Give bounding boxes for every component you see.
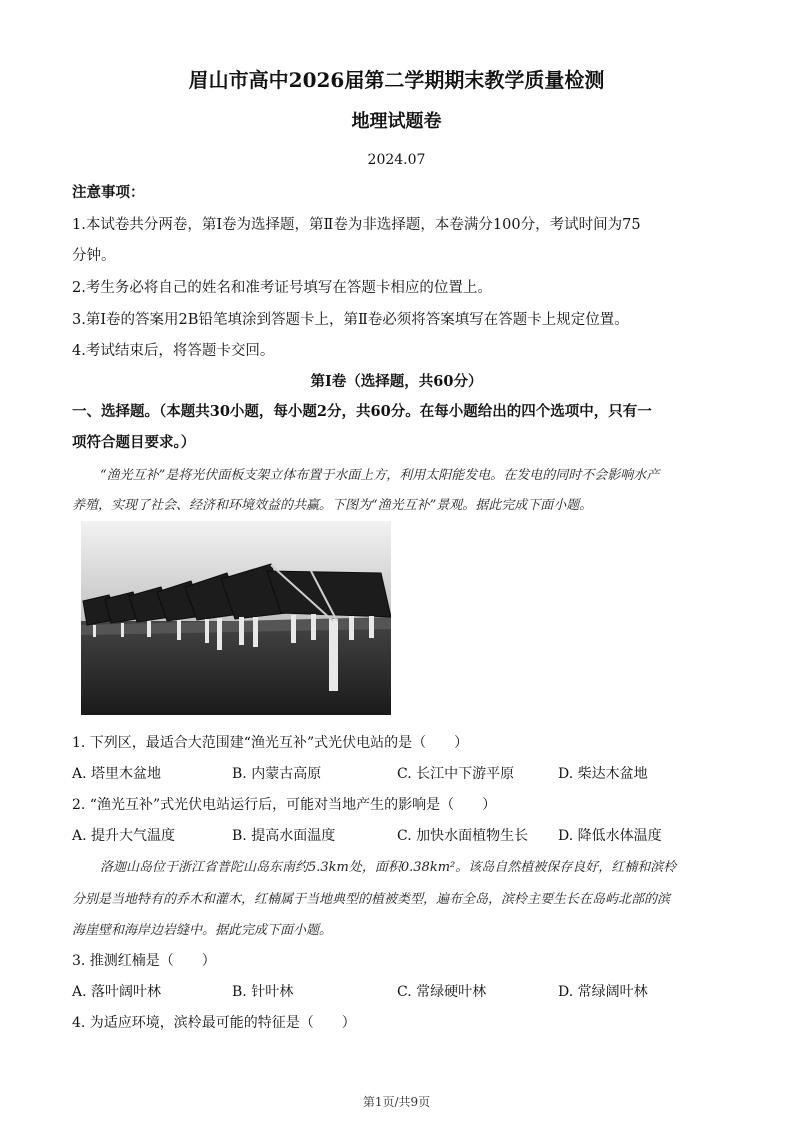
question-2-option-a: A. 提升大气温度 — [72, 828, 176, 844]
notice-heading: 注意事项： — [72, 184, 145, 201]
question-2-option-d: D. 降低水体温度 — [558, 828, 662, 844]
passage-2-line-2: 分别是当地特有的乔木和灌木，红楠属于当地典型的植被类型，遍布全岛，滨柃主要生长在岛屿北部的滨 — [72, 892, 671, 907]
question-3-option-c: C. 常绿硬叶林 — [397, 984, 487, 1000]
page-subtitle: 地理试题卷 — [351, 111, 442, 132]
question-2-option-c: C. 加快水面植物生长 — [397, 828, 529, 844]
notice-item-1-cont: 分钟。 — [72, 248, 116, 264]
question-1: 1. 下列区，最适合大范围建“渔光互补”式光伏电站的是（ ） — [72, 735, 469, 751]
section-instructions-cont: 项符合题目要求。） — [72, 434, 196, 451]
notice-item-2: 2.考生务必将自己的姓名和准考证号填写在答题卡相应的位置上。 — [72, 280, 492, 296]
question-1-option-d: D. 柴达木盆地 — [558, 766, 648, 782]
page-title: 眉山市高中2026届第二学期期末教学质量检测 — [188, 68, 605, 92]
fishery-solar-photo — [81, 521, 391, 715]
question-2: 2. “渔光互补”式光伏电站运行后，可能对当地产生的影响是（ ） — [72, 797, 497, 813]
section-instructions: 一、选择题。（本题共30小题，每小题2分，共60分。在每小题给出的四个选项中，只有一 — [72, 403, 652, 420]
question-3-option-b: B. 针叶林 — [232, 984, 294, 1000]
question-1-option-a: A. 塔里木盆地 — [72, 766, 162, 782]
exam-date: 2024.07 — [367, 152, 426, 168]
notice-item-1: 1.本试卷共分两卷，第Ⅰ卷为选择题，第Ⅱ卷为非选择题，本卷满分100分，考试时间为75 — [72, 217, 641, 233]
question-1-option-b: B. 内蒙古高原 — [232, 766, 322, 782]
question-3-option-a: A. 落叶阔叶林 — [72, 984, 162, 1000]
question-2-option-b: B. 提高水面温度 — [232, 828, 336, 844]
question-4: 4. 为适应环境，滨柃最可能的特征是（ ） — [72, 1015, 356, 1031]
passage-2-line-1: 洛迦山岛位于浙江省普陀山岛东南约5.3km处，面积0.38km²。该岛自然植被保存良好，红楠和滨柃 — [100, 860, 677, 875]
question-1-option-c: C. 长江中下游平原 — [397, 766, 515, 782]
part1-heading: 第Ⅰ卷（选择题，共60分） — [310, 373, 483, 390]
question-3-option-d: D. 常绿阔叶林 — [558, 984, 648, 1000]
page-number: 第1页/共9页 — [362, 1095, 431, 1109]
question-3: 3. 推测红楠是（ ） — [72, 953, 216, 969]
notice-item-3: 3.第Ⅰ卷的答案用2B铅笔填涂到答题卡上，第Ⅱ卷必须将答案填写在答题卡上规定位置。 — [72, 312, 629, 328]
passage-1-line-1: “渔光互补”是将光伏面板支架立体布置于水面上方，利用太阳能发电。在发电的同时不会影响水产 — [100, 468, 660, 483]
passage-2-line-3: 海崖壁和海岸边岩缝中。据此完成下面小题。 — [72, 923, 333, 938]
passage-1-line-2: 养殖，实现了社会、经济和环境效益的共赢。下图为“渔光互补”景观。据此完成下面小题。 — [72, 498, 593, 513]
notice-item-4: 4.考试结束后，将答题卡交回。 — [72, 343, 275, 359]
